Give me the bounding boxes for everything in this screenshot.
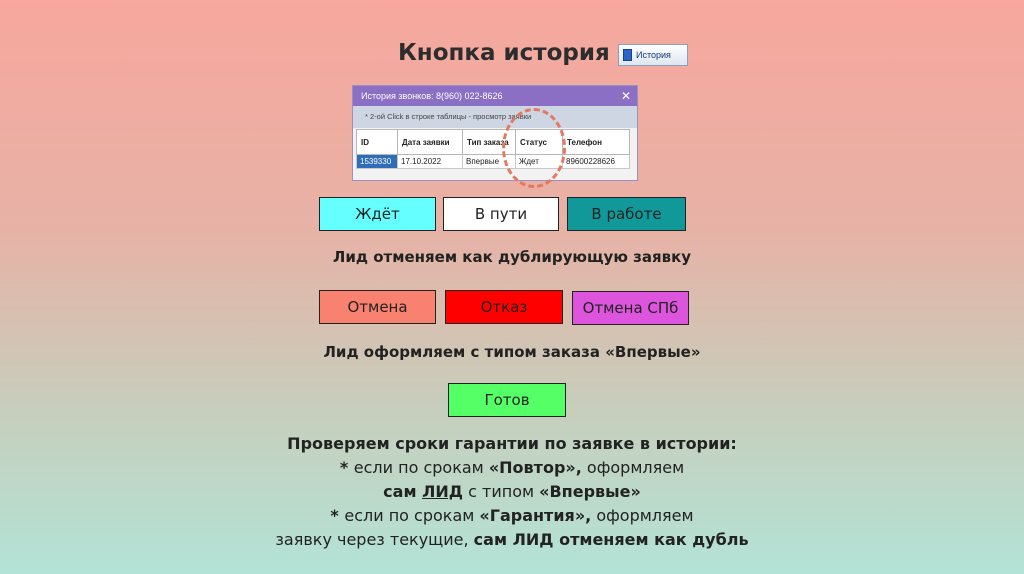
guarantee-line-4: * если по срокам «Гарантия», оформляем [330,506,694,525]
status-button-refusal[interactable]: Отказ [445,290,563,324]
cell-date[interactable]: 17.10.2022 [398,155,463,169]
call-history-window [352,85,638,181]
window-hint: * 2-ой Click в строке таблицы - просмотр заявки [353,106,637,128]
window-title: История звонков: 8(960) 022-8626 [361,91,503,101]
column-header-phone: Телефон [563,130,630,155]
cell-status[interactable]: Ждет [516,155,563,169]
instruction-first-time: Лид оформляем с типом заказа «Впервые» [323,343,701,361]
guarantee-line-1: Проверяем сроки гарантии по заявке в истории: [287,434,737,453]
table-row[interactable] [357,155,630,169]
cell-type[interactable]: Впервые [463,155,516,169]
status-highlight-circle [502,108,566,188]
status-button-in-transit[interactable]: В пути [443,197,559,231]
instruction-duplicate: Лид отменяем как дублирующую заявку [332,248,692,266]
history-table [356,129,630,169]
status-button-cancel-spb[interactable]: Отмена СПб [572,291,689,325]
table-header-row [357,130,630,155]
window-titlebar [353,86,637,106]
status-button-in-progress[interactable]: В работе [567,197,686,231]
guarantee-instructions [180,432,844,552]
status-button-waiting[interactable]: Ждёт [319,197,436,231]
close-icon[interactable]: ✕ [620,89,631,103]
column-header-status: Статус [516,130,563,155]
page-title: Кнопка история [398,40,610,66]
status-button-ready[interactable]: Готов [448,383,566,417]
cell-id[interactable]: 1539330 [357,155,398,169]
guarantee-line-3: сам ЛИД с типом «Впервые» [383,482,641,501]
column-header-id: ID [357,130,398,155]
guarantee-line-5: заявку через текущие, сам ЛИД отменяем как дубль [275,530,749,549]
history-button[interactable] [618,44,688,66]
column-header-date: Дата заявки [398,130,463,155]
cell-phone[interactable]: 89600228626 [563,155,630,169]
status-button-cancel[interactable]: Отмена [319,290,436,324]
guarantee-line-2: * если по срокам «Повтор», оформляем [339,458,685,477]
column-header-type: Тип заказа [463,130,516,155]
history-button-label: История [636,50,671,60]
window-icon [623,49,632,61]
